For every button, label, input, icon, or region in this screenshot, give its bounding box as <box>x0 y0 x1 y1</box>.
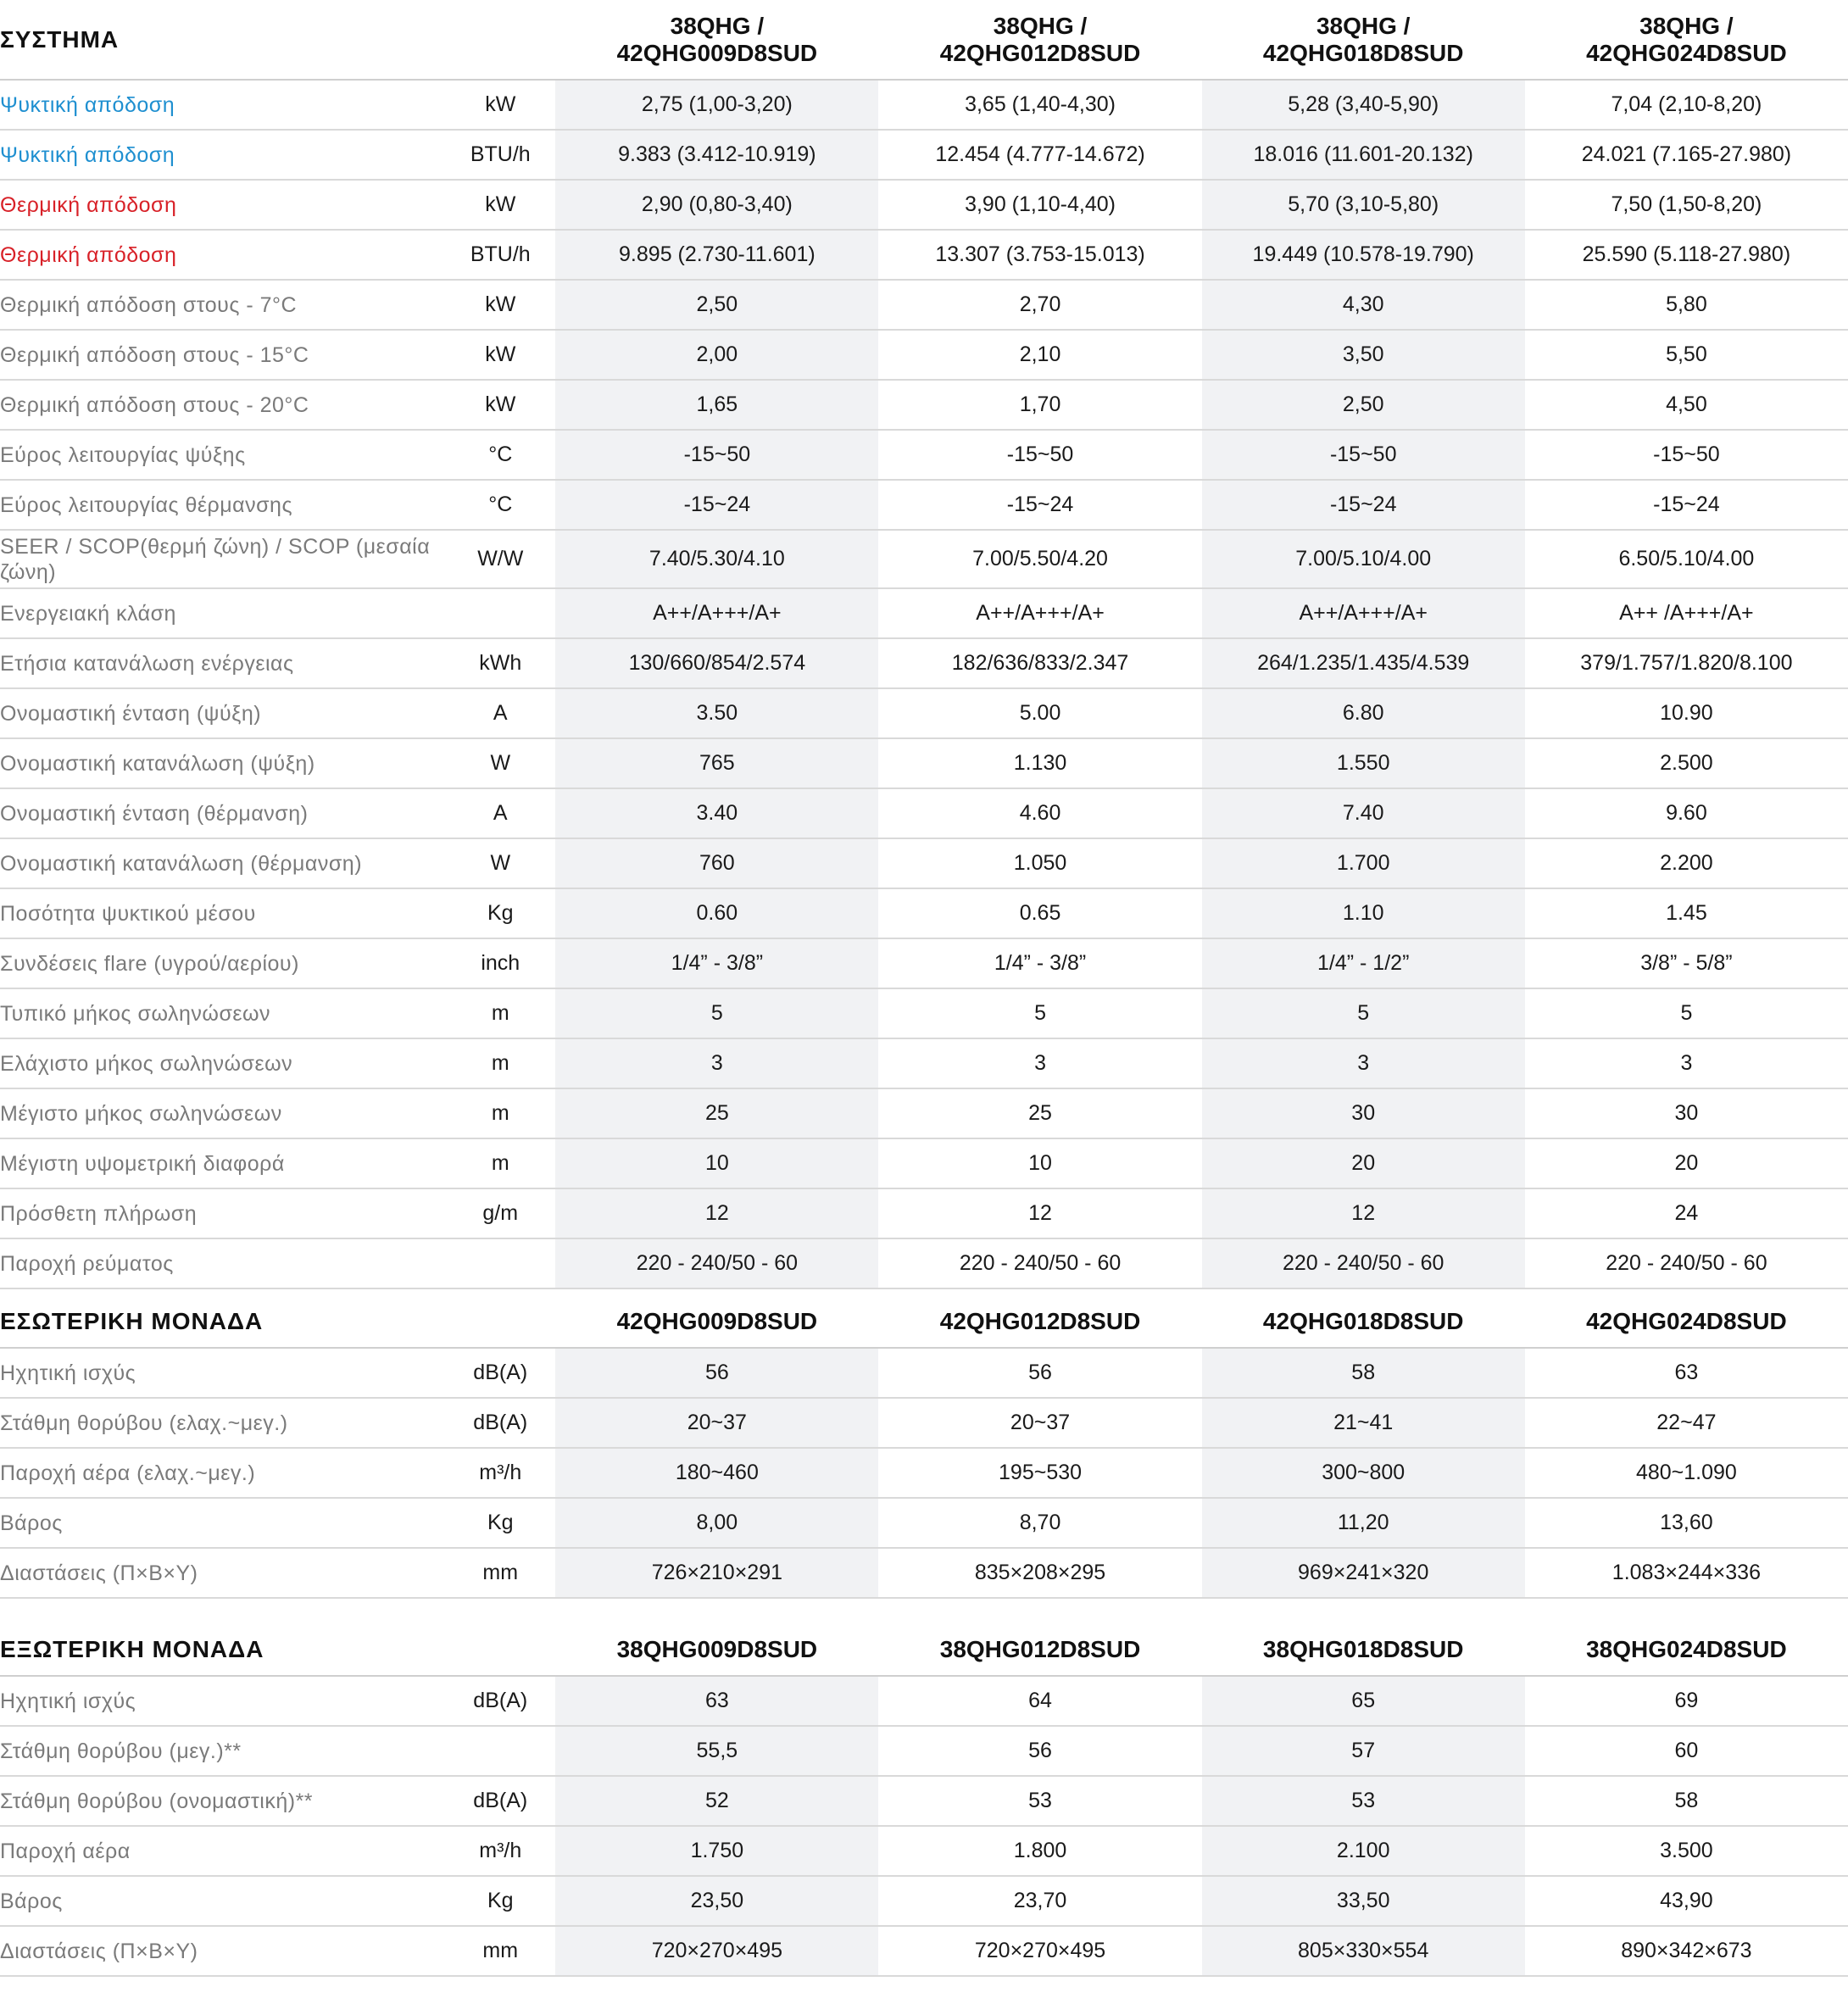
row-label: Τυπικό μήκος σωληνώσεων <box>0 988 445 1038</box>
table-row <box>0 480 1848 530</box>
row-value: 5 <box>1525 988 1848 1038</box>
row-label: Στάθμη θορύβου (ονομαστική)** <box>0 1776 445 1826</box>
row-value: 21~41 <box>1202 1398 1525 1448</box>
row-value: 12.454 (4.777-14.672) <box>878 130 1201 180</box>
row-value: 9.383 (3.412-10.919) <box>555 130 878 180</box>
row-value: 220 - 240/50 - 60 <box>878 1238 1201 1288</box>
row-label: Ετήσια κατανάλωση ενέργειας <box>0 638 445 688</box>
unit-header <box>445 0 555 80</box>
model-header: 42QHG024D8SUD <box>1525 1295 1848 1348</box>
row-unit: W <box>445 738 555 788</box>
row-value: 13.307 (3.753-15.013) <box>878 230 1201 280</box>
row-value: 64 <box>878 1676 1201 1726</box>
row-value: 480~1.090 <box>1525 1448 1848 1498</box>
row-value: -15~24 <box>1525 480 1848 530</box>
indoor-unit-table <box>0 1295 1848 1599</box>
row-unit: kW <box>445 80 555 130</box>
table-row <box>0 1726 1848 1776</box>
row-value: 7,04 (2,10-8,20) <box>1525 80 1848 130</box>
row-value: 69 <box>1525 1676 1848 1726</box>
row-label: SEER / SCOP(θερμή ζώνη) / SCOP (μεσαία ζώνη) <box>0 530 445 588</box>
table-row <box>0 588 1848 638</box>
row-value: 2,75 (1,00-3,20) <box>555 80 878 130</box>
row-label: Θερμική απόδοση στους - 20°C <box>0 380 445 430</box>
table-row <box>0 280 1848 330</box>
row-value: 969×241×320 <box>1202 1548 1525 1598</box>
row-label: Ενεργειακή κλάση <box>0 588 445 638</box>
row-value: 24 <box>1525 1188 1848 1238</box>
row-value: 3.500 <box>1525 1826 1848 1876</box>
row-value: 180~460 <box>555 1448 878 1498</box>
row-value: 23,70 <box>878 1876 1201 1926</box>
row-value: -15~50 <box>878 430 1201 480</box>
model-line-1: 38QHG / <box>1316 12 1411 39</box>
row-label: Ονομαστική κατανάλωση (ψύξη) <box>0 738 445 788</box>
row-value: 53 <box>1202 1776 1525 1826</box>
row-value: 2,90 (0,80-3,40) <box>555 180 878 230</box>
table-row <box>0 330 1848 380</box>
row-value: 9.60 <box>1525 788 1848 838</box>
row-value: A++ /A+++/A+ <box>1525 588 1848 638</box>
row-value: 1,65 <box>555 380 878 430</box>
row-unit: kW <box>445 330 555 380</box>
row-label: Ηχητική ισχύς <box>0 1348 445 1398</box>
row-value: 5 <box>555 988 878 1038</box>
row-value: 23,50 <box>555 1876 878 1926</box>
table-row <box>0 380 1848 430</box>
row-unit: W <box>445 838 555 888</box>
row-label: Ονομαστική ένταση (θέρμανση) <box>0 788 445 838</box>
table-row <box>0 1548 1848 1598</box>
row-unit: kW <box>445 380 555 430</box>
row-value: 5,50 <box>1525 330 1848 380</box>
row-value: 182/636/833/2.347 <box>878 638 1201 688</box>
row-unit: m <box>445 1138 555 1188</box>
row-value: 56 <box>555 1348 878 1398</box>
row-value: 7.40 <box>1202 788 1525 838</box>
row-value: 6.80 <box>1202 688 1525 738</box>
row-unit: m <box>445 1038 555 1088</box>
row-unit: g/m <box>445 1188 555 1238</box>
row-unit: BTU/h <box>445 130 555 180</box>
row-value: 2.200 <box>1525 838 1848 888</box>
row-unit: dB(A) <box>445 1348 555 1398</box>
table-row <box>0 938 1848 988</box>
section-header <box>0 0 1848 80</box>
row-label: Βάρος <box>0 1498 445 1548</box>
row-value: -15~50 <box>555 430 878 480</box>
row-value: 7,50 (1,50-8,20) <box>1525 180 1848 230</box>
row-value: 65 <box>1202 1676 1525 1726</box>
row-value: 24.021 (7.165-27.980) <box>1525 130 1848 180</box>
row-value: 2.100 <box>1202 1826 1525 1876</box>
row-value: 835×208×295 <box>878 1548 1201 1598</box>
row-value: 3,90 (1,10-4,40) <box>878 180 1201 230</box>
row-value: 5,28 (3,40-5,90) <box>1202 80 1525 130</box>
row-value: 63 <box>555 1676 878 1726</box>
table-row <box>0 738 1848 788</box>
row-value: 30 <box>1525 1088 1848 1138</box>
row-value: 33,50 <box>1202 1876 1525 1926</box>
model-line-1: 38QHG / <box>1639 12 1734 39</box>
row-value: 20 <box>1202 1138 1525 1188</box>
row-value: -15~50 <box>1202 430 1525 480</box>
section-title: ΣΥΣΤΗΜΑ <box>0 0 445 80</box>
row-value: 1.700 <box>1202 838 1525 888</box>
table-row <box>0 838 1848 888</box>
table-row <box>0 1926 1848 1976</box>
section-header <box>0 1623 1848 1676</box>
row-unit: dB(A) <box>445 1398 555 1448</box>
row-label: Παροχή αέρα <box>0 1826 445 1876</box>
row-unit: inch <box>445 938 555 988</box>
row-value: 7.00/5.10/4.00 <box>1202 530 1525 588</box>
row-value: 5,70 (3,10-5,80) <box>1202 180 1525 230</box>
table-row <box>0 1348 1848 1398</box>
row-label: Μέγιστη υψομετρική διαφορά <box>0 1138 445 1188</box>
row-value: 130/660/854/2.574 <box>555 638 878 688</box>
row-value: 0.60 <box>555 888 878 938</box>
row-value: 1.130 <box>878 738 1201 788</box>
row-value: 55,5 <box>555 1726 878 1776</box>
row-value: 2,10 <box>878 330 1201 380</box>
model-header: 38QHG024D8SUD <box>1525 1623 1848 1676</box>
model-header: 42QHG012D8SUD <box>878 1295 1201 1348</box>
row-unit: Kg <box>445 1498 555 1548</box>
row-value: 8,00 <box>555 1498 878 1548</box>
row-unit: dB(A) <box>445 1676 555 1726</box>
row-value: 25 <box>555 1088 878 1138</box>
row-unit: Kg <box>445 1876 555 1926</box>
row-value: 890×342×673 <box>1525 1926 1848 1976</box>
model-header <box>555 0 878 80</box>
row-value: 25.590 (5.118-27.980) <box>1525 230 1848 280</box>
row-value: 1/4” - 3/8” <box>555 938 878 988</box>
row-label: Ψυκτική απόδοση <box>0 130 445 180</box>
model-header: 42QHG009D8SUD <box>555 1295 878 1348</box>
row-value: 63 <box>1525 1348 1848 1398</box>
row-value: 3 <box>555 1038 878 1088</box>
row-unit: Kg <box>445 888 555 938</box>
model-line-2: 42QHG018D8SUD <box>1262 39 1464 66</box>
row-value: 22~47 <box>1525 1398 1848 1448</box>
row-value: A++/A+++/A+ <box>1202 588 1525 638</box>
row-label: Βάρος <box>0 1876 445 1926</box>
row-value: 1.750 <box>555 1826 878 1876</box>
row-unit: mm <box>445 1548 555 1598</box>
row-label: Διαστάσεις (Π×Β×Υ) <box>0 1926 445 1976</box>
row-unit: mm <box>445 1926 555 1976</box>
table-row <box>0 80 1848 130</box>
table-row <box>0 530 1848 588</box>
row-value: 2.500 <box>1525 738 1848 788</box>
row-value: 58 <box>1525 1776 1848 1826</box>
model-line-1: 38QHG / <box>993 12 1088 39</box>
row-value: 12 <box>878 1188 1201 1238</box>
row-unit: kW <box>445 180 555 230</box>
row-value: 2,70 <box>878 280 1201 330</box>
row-value: 720×270×495 <box>555 1926 878 1976</box>
row-label: Θερμική απόδοση στους - 15°C <box>0 330 445 380</box>
table-row <box>0 888 1848 938</box>
row-value: 9.895 (2.730-11.601) <box>555 230 878 280</box>
model-header: 38QHG018D8SUD <box>1202 1623 1525 1676</box>
row-value: 43,90 <box>1525 1876 1848 1926</box>
table-row <box>0 130 1848 180</box>
row-value: 20~37 <box>878 1398 1201 1448</box>
table-row <box>0 1826 1848 1876</box>
row-label: Ονομαστική κατανάλωση (θέρμανση) <box>0 838 445 888</box>
row-value: 3,65 (1,40-4,30) <box>878 80 1201 130</box>
row-value: 1.050 <box>878 838 1201 888</box>
row-label: Ονομαστική ένταση (ψύξη) <box>0 688 445 738</box>
row-value: 12 <box>555 1188 878 1238</box>
row-value: 25 <box>878 1088 1201 1138</box>
row-value: -15~24 <box>555 480 878 530</box>
row-label: Θερμική απόδοση στους - 7°C <box>0 280 445 330</box>
row-label: Παροχή αέρα (ελαχ.~μεγ.) <box>0 1448 445 1498</box>
row-unit: dB(A) <box>445 1776 555 1826</box>
row-value: 10 <box>878 1138 1201 1188</box>
section-header <box>0 1295 1848 1348</box>
row-value: 7.40/5.30/4.10 <box>555 530 878 588</box>
table-row <box>0 1448 1848 1498</box>
row-value: 30 <box>1202 1088 1525 1138</box>
table-row <box>0 1876 1848 1926</box>
row-label: Ψυκτική απόδοση <box>0 80 445 130</box>
row-value: 20~37 <box>555 1398 878 1448</box>
row-value: 3.50 <box>555 688 878 738</box>
row-unit: BTU/h <box>445 230 555 280</box>
row-value: 1.45 <box>1525 888 1848 938</box>
table-row <box>0 1088 1848 1138</box>
row-value: 20 <box>1525 1138 1848 1188</box>
row-value: 13,60 <box>1525 1498 1848 1548</box>
row-value: 0.65 <box>878 888 1201 938</box>
model-line-2: 42QHG024D8SUD <box>1586 39 1787 66</box>
row-value: 10.90 <box>1525 688 1848 738</box>
row-value: 8,70 <box>878 1498 1201 1548</box>
row-value: 56 <box>878 1348 1201 1398</box>
row-value: 726×210×291 <box>555 1548 878 1598</box>
row-label: Στάθμη θορύβου (ελαχ.~μεγ.) <box>0 1398 445 1448</box>
row-value: 3.40 <box>555 788 878 838</box>
row-value: -15~24 <box>878 480 1201 530</box>
model-header: 42QHG018D8SUD <box>1202 1295 1525 1348</box>
row-value: -15~50 <box>1525 430 1848 480</box>
row-label: Εύρος λειτουργίας ψύξης <box>0 430 445 480</box>
row-value: 12 <box>1202 1188 1525 1238</box>
row-value: 805×330×554 <box>1202 1926 1525 1976</box>
row-value: 220 - 240/50 - 60 <box>1202 1238 1525 1288</box>
row-value: 10 <box>555 1138 878 1188</box>
row-value: 5,80 <box>1525 280 1848 330</box>
row-value: 57 <box>1202 1726 1525 1776</box>
row-unit: °C <box>445 430 555 480</box>
table-row <box>0 430 1848 480</box>
row-unit <box>445 588 555 638</box>
row-value: 765 <box>555 738 878 788</box>
table-row <box>0 788 1848 838</box>
row-value: 1.550 <box>1202 738 1525 788</box>
model-line-2: 42QHG012D8SUD <box>939 39 1141 66</box>
row-unit: m <box>445 1088 555 1138</box>
model-header <box>878 0 1201 80</box>
row-unit <box>445 1238 555 1288</box>
row-value: 3 <box>878 1038 1201 1088</box>
row-value: 53 <box>878 1776 1201 1826</box>
row-label: Διαστάσεις (Π×Β×Υ) <box>0 1548 445 1598</box>
row-value: 52 <box>555 1776 878 1826</box>
row-value: 195~530 <box>878 1448 1201 1498</box>
row-value: 264/1.235/1.435/4.539 <box>1202 638 1525 688</box>
table-row <box>0 638 1848 688</box>
table-row <box>0 1498 1848 1548</box>
row-label: Στάθμη θορύβου (μεγ.)** <box>0 1726 445 1776</box>
row-value: 18.016 (11.601-20.132) <box>1202 130 1525 180</box>
section-title: ΕΞΩΤΕΡΙΚΗ ΜΟΝΑΔΑ <box>0 1623 445 1676</box>
row-value: 11,20 <box>1202 1498 1525 1548</box>
model-header <box>1525 0 1848 80</box>
model-line-2: 42QHG009D8SUD <box>616 39 818 66</box>
row-unit: m³/h <box>445 1448 555 1498</box>
table-row <box>0 1238 1848 1288</box>
row-value: 3 <box>1202 1038 1525 1088</box>
row-value: 220 - 240/50 - 60 <box>1525 1238 1848 1288</box>
table-row <box>0 688 1848 738</box>
row-value: 2,50 <box>1202 380 1525 430</box>
row-value: 4,30 <box>1202 280 1525 330</box>
row-label: Ποσότητα ψυκτικού μέσου <box>0 888 445 938</box>
row-value: 56 <box>878 1726 1201 1776</box>
row-label: Θερμική απόδοση <box>0 180 445 230</box>
row-unit: W/W <box>445 530 555 588</box>
table-row <box>0 1398 1848 1448</box>
row-value: 60 <box>1525 1726 1848 1776</box>
row-value: 760 <box>555 838 878 888</box>
row-value: 19.449 (10.578-19.790) <box>1202 230 1525 280</box>
row-value: 1.083×244×336 <box>1525 1548 1848 1598</box>
unit-header <box>445 1295 555 1348</box>
row-value: 1,70 <box>878 380 1201 430</box>
row-label: Παροχή ρεύματος <box>0 1238 445 1288</box>
table-row <box>0 1776 1848 1826</box>
row-value: 3/8” - 5/8” <box>1525 938 1848 988</box>
row-unit: kWh <box>445 638 555 688</box>
row-value: 1.10 <box>1202 888 1525 938</box>
table-row <box>0 1038 1848 1088</box>
table-row <box>0 230 1848 280</box>
row-value: 3 <box>1525 1038 1848 1088</box>
table-row <box>0 1138 1848 1188</box>
row-value: A++/A+++/A+ <box>878 588 1201 638</box>
outdoor-unit-table <box>0 1623 1848 1977</box>
table-row <box>0 180 1848 230</box>
row-label: Ηχητική ισχύς <box>0 1676 445 1726</box>
row-value: 4,50 <box>1525 380 1848 430</box>
row-label: Πρόσθετη πλήρωση <box>0 1188 445 1238</box>
row-unit: m <box>445 988 555 1038</box>
row-value: 1/4” - 3/8” <box>878 938 1201 988</box>
row-value: 1/4” - 1/2” <box>1202 938 1525 988</box>
row-value: 2,50 <box>555 280 878 330</box>
row-label: Εύρος λειτουργίας θέρμανσης <box>0 480 445 530</box>
table-row <box>0 1188 1848 1238</box>
row-value: 7.00/5.50/4.20 <box>878 530 1201 588</box>
model-line-1: 38QHG / <box>670 12 765 39</box>
model-header: 38QHG012D8SUD <box>878 1623 1201 1676</box>
table-row <box>0 988 1848 1038</box>
row-unit: A <box>445 688 555 738</box>
row-value: 58 <box>1202 1348 1525 1398</box>
row-value: 5.00 <box>878 688 1201 738</box>
row-value: A++/A+++/A+ <box>555 588 878 638</box>
row-unit: m³/h <box>445 1826 555 1876</box>
row-value: 5 <box>1202 988 1525 1038</box>
table-row <box>0 1676 1848 1726</box>
row-value: 6.50/5.10/4.00 <box>1525 530 1848 588</box>
row-value: 2,00 <box>555 330 878 380</box>
model-header <box>1202 0 1525 80</box>
row-value: 379/1.757/1.820/8.100 <box>1525 638 1848 688</box>
row-label: Ελάχιστο μήκος σωληνώσεων <box>0 1038 445 1088</box>
row-label: Συνδέσεις flare (υγρού/αερίου) <box>0 938 445 988</box>
row-value: 5 <box>878 988 1201 1038</box>
unit-header <box>445 1623 555 1676</box>
row-value: 3,50 <box>1202 330 1525 380</box>
row-label: Μέγιστο μήκος σωληνώσεων <box>0 1088 445 1138</box>
row-label: Θερμική απόδοση <box>0 230 445 280</box>
row-value: 4.60 <box>878 788 1201 838</box>
row-unit: °C <box>445 480 555 530</box>
row-value: 220 - 240/50 - 60 <box>555 1238 878 1288</box>
row-unit <box>445 1726 555 1776</box>
row-unit: kW <box>445 280 555 330</box>
model-header: 38QHG009D8SUD <box>555 1623 878 1676</box>
row-value: 720×270×495 <box>878 1926 1201 1976</box>
row-unit: A <box>445 788 555 838</box>
row-value: 300~800 <box>1202 1448 1525 1498</box>
row-value: -15~24 <box>1202 480 1525 530</box>
section-title: ΕΣΩΤΕΡΙΚΗ ΜΟΝΑΔΑ <box>0 1295 445 1348</box>
row-value: 1.800 <box>878 1826 1201 1876</box>
